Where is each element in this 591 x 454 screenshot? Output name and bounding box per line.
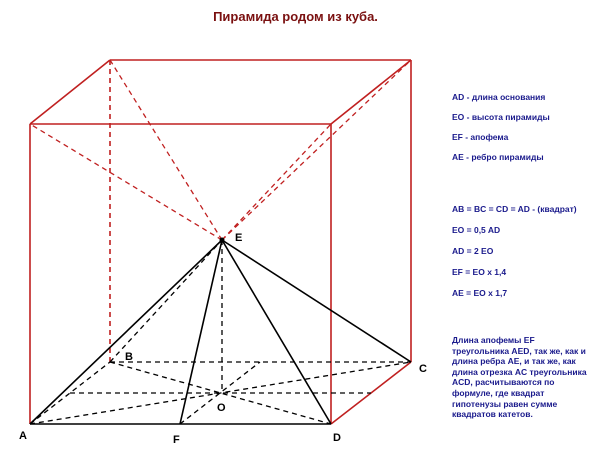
lateral-edge-AE [30, 240, 222, 424]
formula-item: AB = BC = CD = AD - (квадрат) [452, 204, 577, 214]
formula-item: EF = EO х 1,4 [452, 267, 507, 277]
formula-item: AE = EO х 1,7 [452, 288, 508, 298]
point-label-o: O [217, 402, 226, 414]
pyramid-hidden-lines [30, 240, 411, 424]
explanation-note: Длина апофемы EF треугольника AED, так же, как и длина ребра AE, и так же, как длина отрезка AC треугольника ACD, расчитываются по формуле, где квадрат гипотенузы равен сумме квадратов катетов. [452, 335, 587, 420]
apex-to-front-left-top [30, 124, 222, 240]
lateral-edge-CE [222, 240, 411, 362]
legend-item: EF - апофема [452, 132, 509, 142]
apex-to-front-right-top [222, 124, 331, 240]
legend-item: AD - длина основания [452, 92, 546, 102]
point-label-d: D [333, 432, 341, 444]
cube-top-left-edge [30, 60, 110, 124]
apex-to-cube-top-lines [30, 60, 411, 240]
legend-item: AE - ребро пирамиды [452, 152, 544, 162]
formula-list [452, 203, 577, 308]
legend-list [452, 91, 550, 171]
lateral-edge-DE [222, 240, 331, 424]
lateral-edge-BE [110, 240, 222, 362]
point-label-a: A [19, 430, 27, 442]
cube-top-right-edge [331, 60, 411, 124]
apex-to-back-left-top [110, 60, 222, 240]
formula-item: EO = 0,5 AD [452, 225, 501, 235]
apex-point [220, 238, 225, 243]
point-label-b: B [125, 351, 133, 363]
legend-item: EO - высота пирамиды [452, 112, 550, 122]
point-label-f: F [173, 434, 180, 446]
apex-to-back-right-top [222, 60, 411, 240]
point-label-e: E [235, 232, 243, 244]
formula-item: AD = 2 EO [452, 246, 494, 256]
pyramid [30, 240, 411, 424]
point-label-c: C [419, 363, 427, 375]
page-title: Пирамида родом из куба. [213, 9, 378, 24]
